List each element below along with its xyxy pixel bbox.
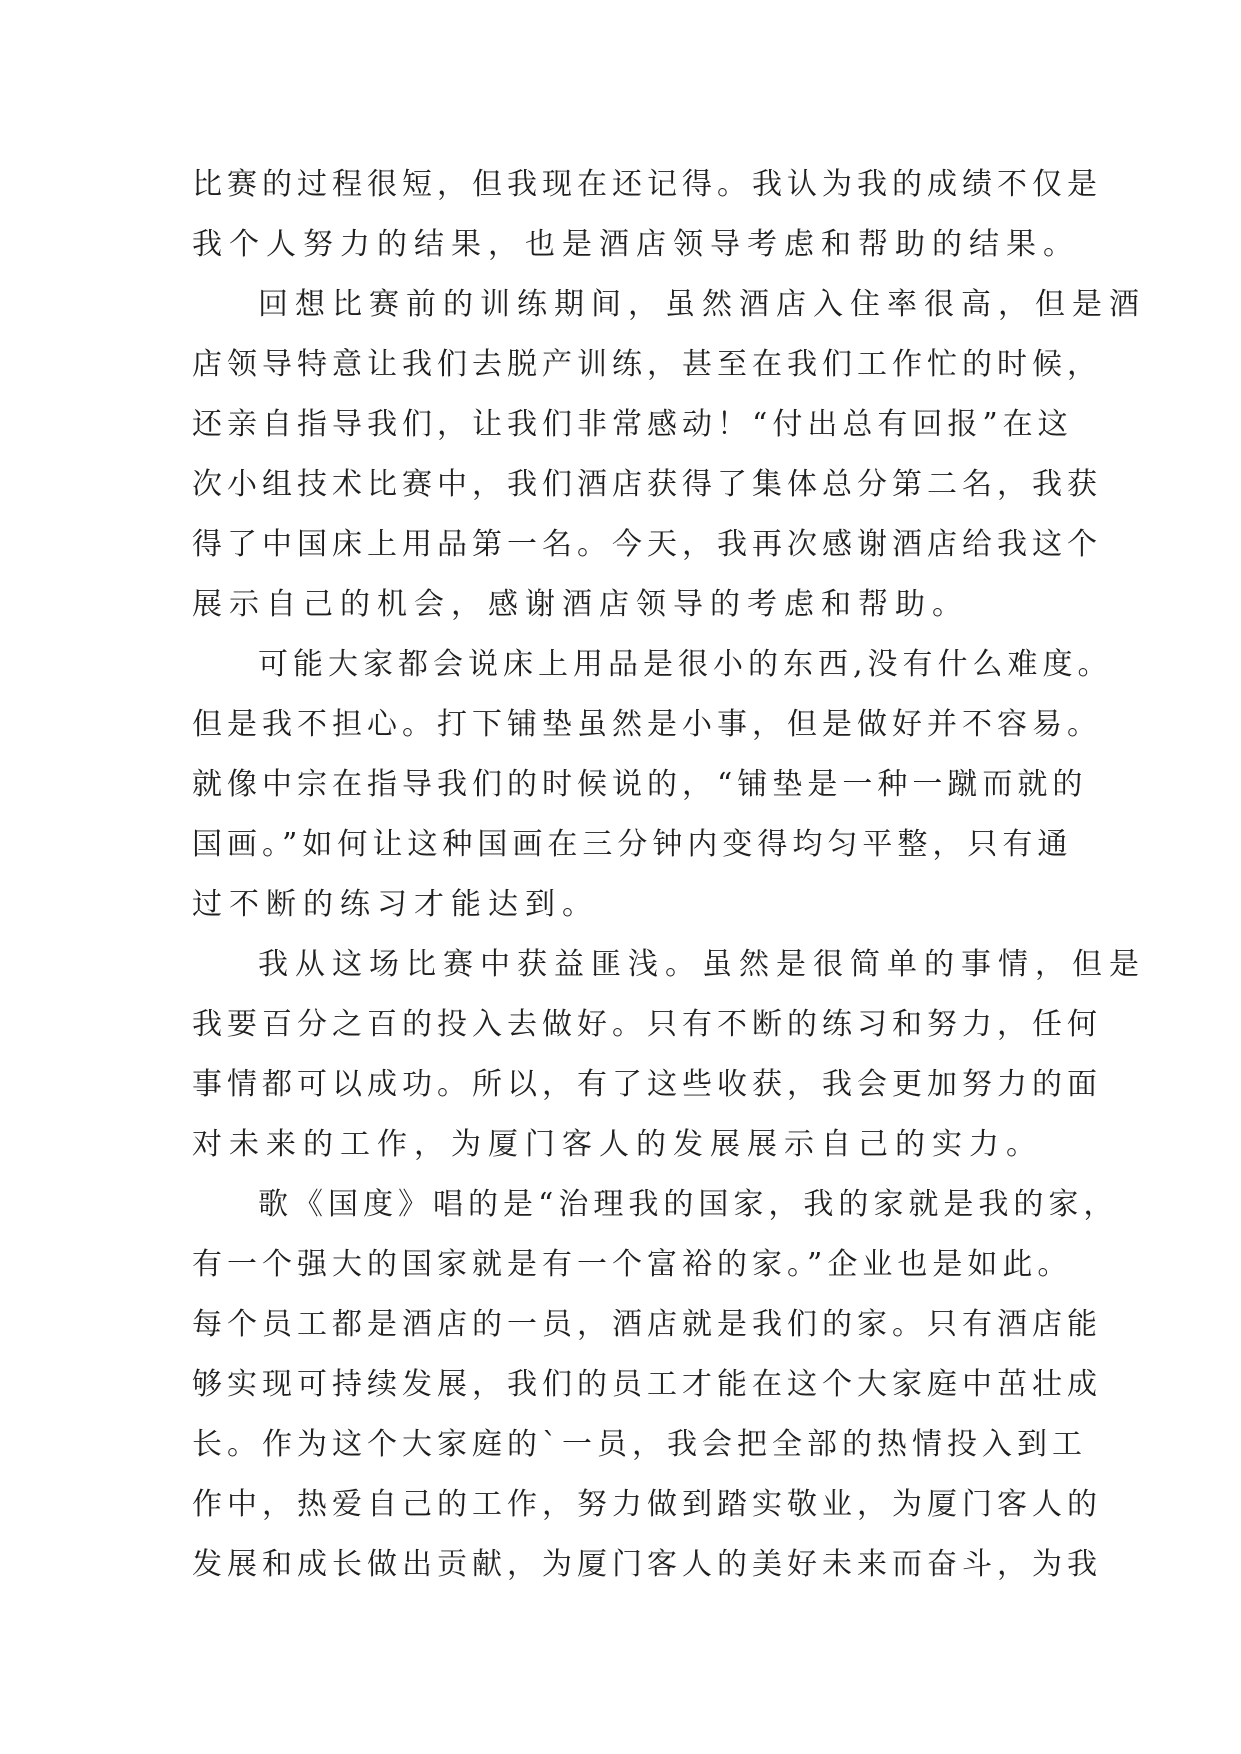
text-line: 有一个强大的国家就是有一个富裕的家。”企业也是如此。 [192, 1247, 1073, 1282]
text-line: 每个员工都是酒店的一员，酒店就是我们的家。只有酒店能 [192, 1307, 1102, 1342]
text-line: 但是我不担心。打下铺垫虽然是小事，但是做好并不容易。 [192, 707, 1102, 742]
paragraph-first-line: 我从这场比赛中获益匪浅。虽然是很简单的事情，但是 [258, 947, 1146, 982]
text-line: 对未来的工作，为厦门客人的发展展示自己的实力。 [192, 1127, 1043, 1162]
text-line: 店领导特意让我们去脱产训练，甚至在我们工作忙的时候， [192, 347, 1102, 382]
paragraph-first-line: 可能大家都会说床上用品是很小的东西,没有什么难度。 [258, 647, 1113, 682]
paragraph-first-line: 歌《国度》唱的是“治理我的国家，我的家就是我的家， [258, 1187, 1119, 1222]
paragraph-first-line: 回想比赛前的训练期间，虽然酒店入住率很高，但是酒 [258, 287, 1146, 322]
text-line: 事情都可以成功。所以，有了这些收获，我会更加努力的面 [192, 1067, 1102, 1102]
text-line: 我个人努力的结果，也是酒店领导考虑和帮助的结果。 [192, 227, 1080, 262]
text-line: 长。作为这个大家庭的`一员，我会把全部的热情投入到工 [192, 1427, 1087, 1462]
text-line: 我要百分之百的投入去做好。只有不断的练习和努力，任何 [192, 1007, 1102, 1042]
text-line: 比赛的过程很短，但我现在还记得。我认为我的成绩不仅是 [192, 167, 1102, 202]
text-line: 国画。”如何让这种国画在三分钟内变得均匀平整，只有通 [192, 827, 1073, 862]
text-line: 还亲自指导我们，让我们非常感动！“付出总有回报”在这 [192, 407, 1073, 442]
text-line: 作中，热爱自己的工作，努力做到踏实敬业，为厦门客人的 [192, 1487, 1102, 1522]
text-line: 就像中宗在指导我们的时候说的，“铺垫是一种一蹴而就的 [192, 767, 1088, 802]
text-line: 够实现可持续发展，我们的员工才能在这个大家庭中茁壮成 [192, 1367, 1102, 1402]
text-line: 得了中国床上用品第一名。今天，我再次感谢酒店给我这个 [192, 527, 1102, 562]
text-line: 过不断的练习才能达到。 [192, 887, 599, 922]
text-line: 发展和成长做出贡献，为厦门客人的美好未来而奋斗，为我 [192, 1547, 1102, 1582]
text-line: 次小组技术比赛中，我们酒店获得了集体总分第二名，我获 [192, 467, 1102, 502]
text-line: 展示自己的机会，感谢酒店领导的考虑和帮助。 [192, 587, 969, 622]
